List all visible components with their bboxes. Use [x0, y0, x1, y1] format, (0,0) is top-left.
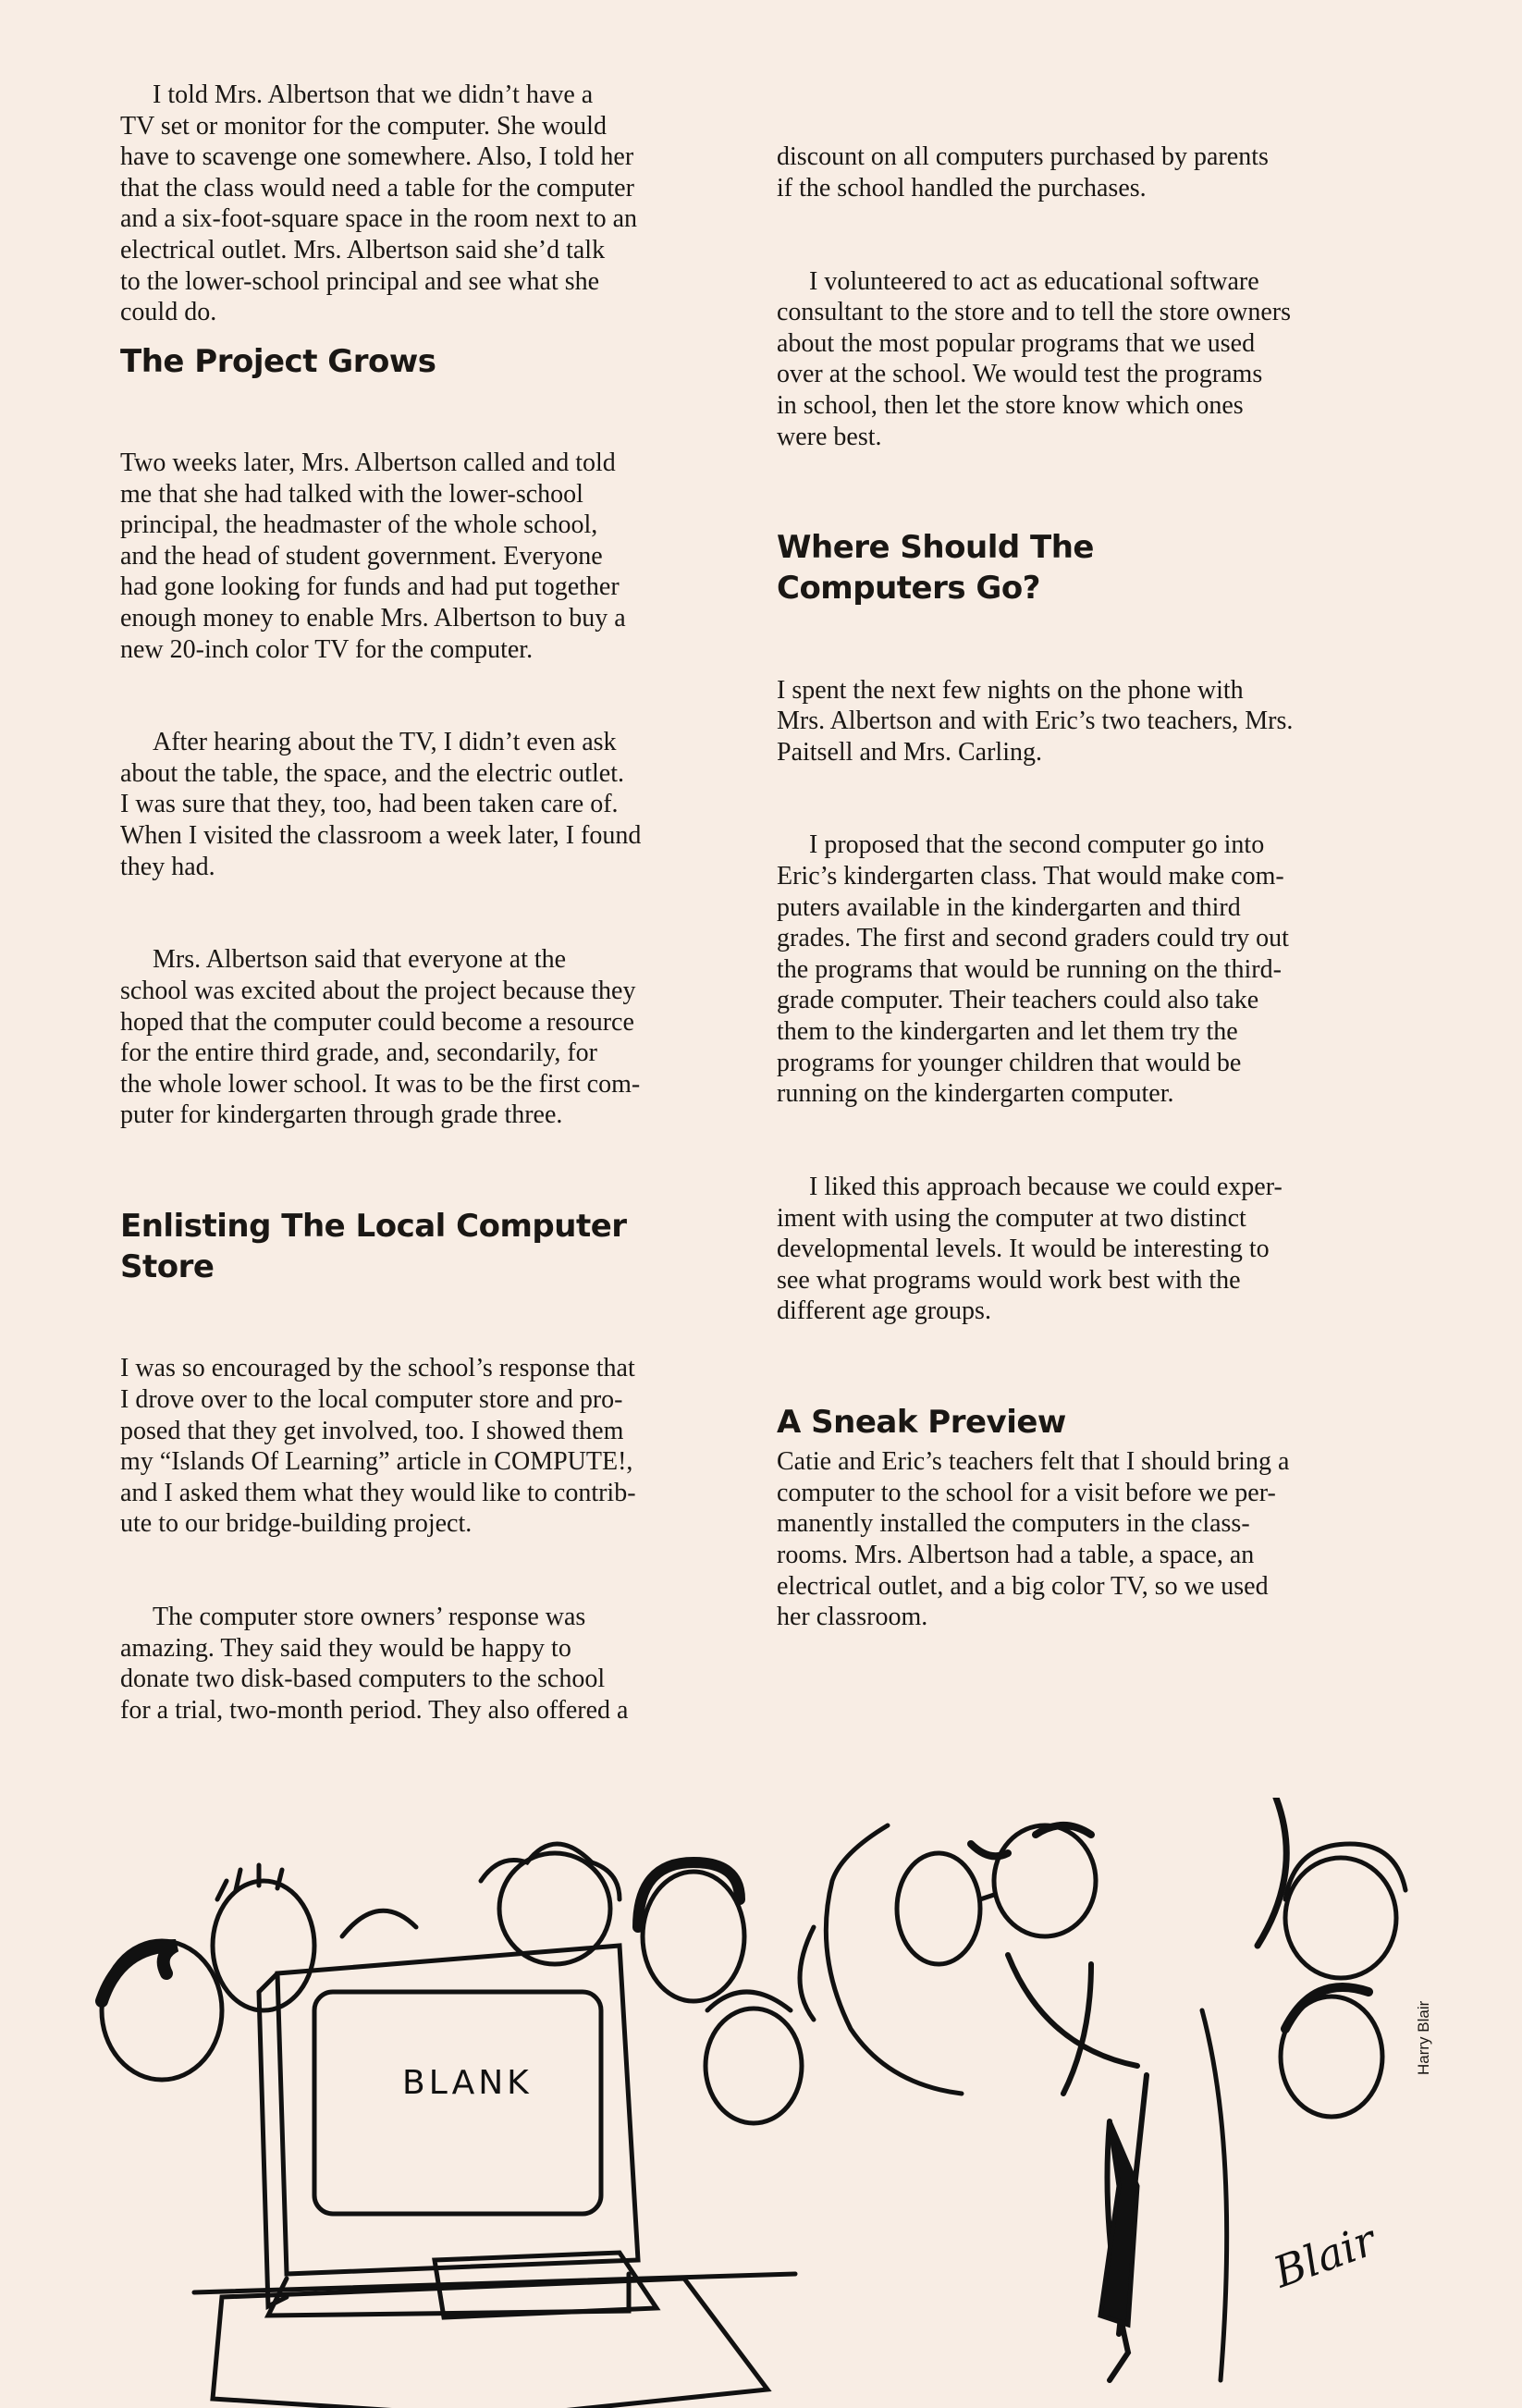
section-enlisting-store	[120, 1291, 749, 1788]
paragraph: I liked this approach because we could exper- iment with using the computer at two distinct developmental levels. It would be interesting to see what programs would work best with the different age groups.	[777, 1173, 1283, 1326]
section-sneak-preview: Catie and Eric’s teachers felt that I should bring a computer to the school for a visit before we per- manently installed the computers in the class- rooms. Mrs. Albertson had a table, a space, an electrical outlet, and a big color TV, so we used her classroom.	[777, 1447, 1290, 1632]
heading-sneak-preview: A Sneak Preview	[777, 1404, 1066, 1442]
heading-project-grows: The Project Grows	[120, 342, 436, 380]
heading-where-computers: Where Should The Computers Go?	[777, 529, 1094, 608]
paragraph: I proposed that the second computer go into Eric’s kindergarten class. That would make com- puters available in the kindergarten and third grades. The first and second graders could try out the programs that would be running on the third- grade computer. Their teachers could also take them to the kindergarten and let them try the programs for younger children that would be running on the kindergarten computer.	[777, 830, 1289, 1109]
artist-signature: Blair	[1267, 2214, 1382, 2298]
illustration-credit: Harry Blair	[1415, 2000, 1432, 2075]
illustration-area	[0, 1798, 1522, 2408]
intro-paragraph: I told Mrs. Albertson that we didn’t have a TV set or monitor for the computer. She would have to scavenge one somewhere. Also, I told her that the class would need a table for the computer and a six-foot-square space in the room next to an electrical outlet. Mrs. Albertson said she’d talk to the lower-school principal and see what she could do.	[120, 80, 638, 327]
right-intro	[777, 80, 1387, 514]
child-faces	[102, 1844, 1405, 2123]
paragraph: After hearing about the TV, I didn’t even ask about the table, the space, and the electric outlet. I was sure that they, too, had been taken care of. When I visited the classroom a week later, I found they had.	[120, 728, 642, 881]
paragraph: Mrs. Albertson said that everyone at the school was excited about the project because they hoped that the computer could become a resource for the entire third grade, and, secondarily, for the whole lower school. It was to be the first com- puter for kindergarten through grade three.	[120, 945, 641, 1130]
illustration-teacher-and-kids	[0, 1798, 1522, 2408]
left-column	[120, 80, 749, 1788]
screen-text: BLANK	[402, 2063, 533, 2102]
teacher-figure	[826, 1798, 1286, 2380]
paragraph: Two weeks later, Mrs. Albertson called and told me that she had talked with the lower-school principal, the headmaster of the whole school, and the head of student government. Everyone had gone looking for funds and had put together enough money to enable Mrs. Albertson to buy a new 20-inch color TV for the computer.	[120, 448, 626, 664]
paragraph: I spent the next few nights on the phone with Mrs. Albertson and with Eric’s two teachers, Mrs. Paitsell and Mrs. Carling.	[777, 675, 1294, 767]
paragraph: discount on all computers purchased by parents if the school handled the purchases.	[777, 142, 1269, 203]
paragraph: I was so encouraged by the school’s response that I drove over to the local computer store and pro- posed that they get involved, too. I showed them my “Islands Of Learning” article in COMPUTE!, and I asked them what they would like to contrib- ute to our bridge-building project.	[120, 1354, 636, 1539]
paragraph: The computer store owners’ response was amazing. They said they would be happy to donate two disk-based computers to the school for a trial, two-month period. They also offered a	[120, 1603, 629, 1725]
right-column	[777, 80, 1387, 1633]
heading-enlisting-store: Enlisting The Local Computer Store	[120, 1208, 627, 1286]
computer-drawing	[194, 1946, 795, 2408]
section-where-computers	[777, 612, 1387, 1389]
paragraph: I volunteered to act as educational software consultant to the store and to tell the store owners about the most popular programs that we used over at the school. We would test the programs in school, then let the store know which ones were best.	[777, 266, 1291, 451]
section-project-grows	[120, 386, 749, 1193]
